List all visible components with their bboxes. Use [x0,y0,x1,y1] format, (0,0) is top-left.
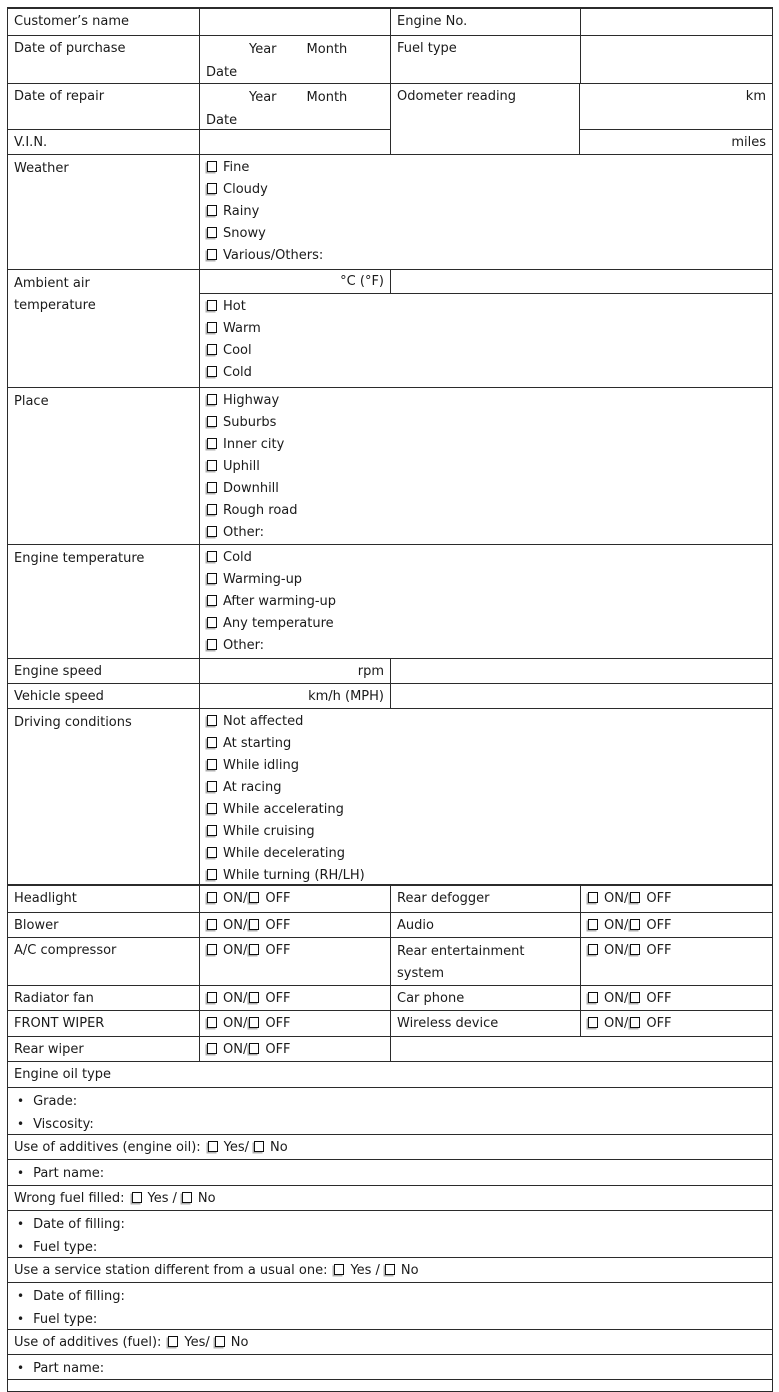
date-of-repair-label: Date of repair [8,84,200,129]
row-ambient-temperature [8,270,772,388]
row-grade-viscosity [8,1088,772,1135]
row-additives-engine-oil [8,1135,772,1160]
row-filling-info-2 [8,1283,772,1330]
miles-unit-label: miles [731,135,766,150]
blower-onoff [200,913,391,937]
checkbox-option[interactable] [200,245,772,267]
option-label: Not affected [223,714,304,729]
yes-checkbox-icon[interactable] [168,1336,178,1347]
on-checkbox-icon[interactable] [588,892,598,903]
checkbox-option[interactable] [200,547,772,569]
row-service-station [8,1258,772,1283]
row-date-of-repair [8,84,391,130]
rear-entertainment-onoff [581,938,772,985]
ambient-right-stack [200,270,772,387]
odometer-units-stack [580,84,772,154]
bullet-icon: • [17,1240,25,1254]
checkbox-option[interactable] [200,478,772,500]
option-label: While turning (RH/LH) [223,868,365,883]
checkbox-option[interactable] [200,843,772,865]
checkbox-icon[interactable] [207,438,217,449]
row-place [8,388,772,545]
row-blower-audio [8,913,772,938]
ambient-options-cell [200,294,772,387]
viscosity-line[interactable] [14,1113,766,1134]
bullet-icon: • [17,1312,25,1326]
option-label: Rough road [223,503,298,518]
checkbox-icon[interactable] [207,227,217,238]
filling-info-cell [8,1211,772,1257]
ambient-temperature-field[interactable] [200,270,391,293]
row-engine-temperature [8,545,772,659]
year-label: Year [249,42,277,57]
part-name-label: Part name: [33,1361,105,1376]
on-checkbox-icon[interactable] [207,944,217,955]
on-label: ON/ [223,918,248,933]
front-wiper-label: FRONT WIPER [8,1011,200,1036]
celsius-fahrenheit-label: °C (°F) [340,274,384,289]
ambient-temperature-label: Ambient air temperature [8,270,200,387]
vehicle-condition-form-table [7,7,773,1392]
engine-oil-type-label: Engine oil type [14,1067,112,1082]
option-label: Other: [223,638,265,653]
on-label: ON/ [223,891,248,906]
row-purchase-fueltype [8,36,772,84]
option-label: Downhill [223,481,279,496]
on-checkbox-icon[interactable] [588,1017,598,1028]
rear-defogger-label: Rear defogger [391,886,581,912]
rear-wiper-onoff [200,1037,391,1061]
checkbox-option[interactable] [200,522,772,544]
wireless-device-label: Wireless device [391,1011,581,1036]
option-label: Rainy [223,204,260,219]
off-label: OFF [646,991,672,1006]
bullet-icon: • [17,1117,25,1131]
option-label: Cold [223,365,252,380]
year-month-labels [206,86,385,109]
option-label: Inner city [223,437,285,452]
on-label: ON/ [223,1042,248,1057]
row-weather [8,155,772,270]
off-label: OFF [265,918,291,933]
off-checkbox-icon[interactable] [630,992,640,1003]
row-part-name-oil [8,1160,772,1186]
fuel-type-label: Fuel type: [33,1312,98,1327]
checkbox-option[interactable] [200,733,772,755]
rear-wiper-blank-cell [391,1037,772,1061]
checkbox-option[interactable] [200,500,772,522]
bullet-icon: • [17,1217,25,1231]
checkbox-option[interactable] [200,179,772,201]
off-checkbox-icon[interactable] [249,892,259,903]
checkbox-option[interactable] [200,340,772,362]
blower-label: Blower [8,913,200,937]
checkbox-option[interactable] [200,635,772,657]
ac-compressor-label: A/C compressor [8,938,200,985]
odometer-reading-label: Odometer reading [390,84,580,154]
partial-cell [8,1380,772,1391]
no-checkbox-icon[interactable] [254,1141,264,1152]
date-of-filling-line[interactable] [14,1213,766,1236]
bullet-icon: • [17,1289,25,1303]
bullet-icon: • [17,1361,25,1375]
vin-label: V.I.N. [8,130,200,154]
year-month-labels [206,38,384,61]
odometer-miles-cell [580,130,772,154]
checkbox-icon[interactable] [207,205,217,216]
on-label: ON/ [604,943,629,958]
on-checkbox-icon[interactable] [207,892,217,903]
row-customer-engine [8,9,772,36]
ambient-extra-field[interactable] [391,270,772,293]
checkbox-option[interactable] [200,799,772,821]
checkbox-icon[interactable] [207,825,217,836]
checkbox-icon[interactable] [207,416,217,427]
row-driving-conditions [8,709,772,886]
wrong-fuel-label: Wrong fuel filled: [14,1191,125,1206]
engine-no-label: Engine No. [391,9,581,35]
on-label: ON/ [223,943,248,958]
checkbox-option[interactable] [200,390,772,412]
on-checkbox-icon[interactable] [207,1043,217,1054]
option-label: At racing [223,780,282,795]
odometer-km-cell [580,84,772,130]
off-label: OFF [265,991,291,1006]
checkbox-icon[interactable] [207,504,217,515]
year-label: Year [249,90,277,105]
on-checkbox-icon[interactable] [588,919,598,930]
off-checkbox-icon[interactable] [630,1017,640,1028]
headlight-onoff [200,886,391,912]
vehicle-speed-label: Vehicle speed [8,684,200,708]
checkbox-option[interactable] [200,569,772,591]
month-label: Month [306,90,348,105]
place-options-list [200,388,772,544]
checkbox-icon[interactable] [207,759,217,770]
checkbox-option[interactable] [200,201,772,223]
engine-no-field[interactable] [581,9,772,35]
weather-label: Weather [8,155,200,269]
checkbox-icon[interactable] [207,249,217,260]
checkbox-icon[interactable] [207,394,217,405]
checkbox-icon[interactable] [207,737,217,748]
option-label: While decelerating [223,846,345,861]
yes-checkbox-icon[interactable] [208,1141,218,1152]
no-label: No [230,1335,249,1350]
checkbox-option[interactable] [200,296,772,318]
date-of-purchase-field[interactable] [200,36,391,83]
checkbox-option[interactable] [200,755,772,777]
row-engine-speed [8,659,772,684]
rear-defogger-onoff [581,886,772,912]
weather-options-list [200,155,772,269]
option-label: After warming-up [223,594,337,609]
checkbox-icon[interactable] [207,595,217,606]
option-label: While cruising [223,824,315,839]
on-label: ON/ [223,1016,248,1031]
row-partial-cutoff [8,1380,772,1391]
fuel-type-field[interactable] [581,36,772,83]
off-label: OFF [265,1042,291,1057]
checkbox-option[interactable] [200,434,772,456]
off-label: OFF [646,918,672,933]
yes-label: Yes [147,1191,169,1206]
checkbox-option[interactable] [200,591,772,613]
off-label: OFF [646,1016,672,1031]
checkbox-icon[interactable] [207,344,217,355]
row-vin [8,130,391,154]
checkbox-icon[interactable] [207,482,217,493]
checkbox-option[interactable] [200,821,772,843]
grade-label: Grade: [33,1094,78,1109]
on-checkbox-icon[interactable] [207,919,217,930]
yes-checkbox-icon[interactable] [132,1192,142,1203]
on-label: ON/ [604,1016,629,1031]
option-label: Snowy [223,226,266,241]
row-filling-info-1 [8,1211,772,1258]
checkbox-icon[interactable] [207,803,217,814]
row-additives-fuel [8,1330,772,1355]
radiator-fan-label: Radiator fan [8,986,200,1010]
date-label: Date [206,65,238,80]
on-checkbox-icon[interactable] [588,944,598,955]
bullet-icon: • [17,1094,25,1108]
fuel-type-label: Fuel type: [33,1240,98,1255]
no-checkbox-icon[interactable] [215,1336,225,1347]
service-station-label: Use a service station different from a usual one: [14,1263,328,1278]
rear-wiper-label: Rear wiper [8,1037,200,1061]
fuel-type-line[interactable] [14,1236,766,1257]
no-checkbox-icon[interactable] [385,1264,395,1275]
on-label: ON/ [604,891,629,906]
part-name-label: Part name: [33,1166,105,1181]
engine-temperature-label: Engine temperature [8,545,200,658]
additives-fuel-line [8,1330,772,1354]
checkbox-icon[interactable] [207,300,217,311]
off-checkbox-icon[interactable] [249,919,259,930]
service-station-line [8,1258,772,1282]
headlight-label: Headlight [8,886,200,912]
option-label: Any temperature [223,616,334,631]
yes-label: Yes/ [223,1140,250,1155]
vin-field[interactable] [200,130,391,154]
ac-compressor-onoff [200,938,391,985]
checkbox-icon[interactable] [207,639,217,650]
car-phone-label: Car phone [391,986,581,1010]
off-label: OFF [646,943,672,958]
additives-engine-oil-label: Use of additives (engine oil): [14,1140,201,1155]
odometer-km-field[interactable] [580,84,772,129]
row-ac-entertainment [8,938,772,986]
option-label: Other: [223,525,265,540]
slash-separator: / [375,1263,380,1278]
vehicle-speed-field[interactable] [200,684,391,708]
ambient-unit-row [200,270,772,294]
date-label: Date [206,113,238,128]
checkbox-icon[interactable] [207,847,217,858]
checkbox-icon[interactable] [207,526,217,537]
engine-speed-extra-field[interactable] [391,659,772,683]
no-label: No [270,1140,288,1155]
on-label: ON/ [223,991,248,1006]
option-label: Cold [223,550,252,565]
checkbox-option[interactable] [200,362,772,384]
off-checkbox-icon[interactable] [630,944,640,955]
no-checkbox-icon[interactable] [182,1192,192,1203]
km-unit-label: km [745,89,766,104]
customer-name-field[interactable] [200,9,391,35]
on-checkbox-icon[interactable] [207,1017,217,1028]
checkbox-icon[interactable] [207,366,217,377]
checkbox-icon[interactable] [207,161,217,172]
part-name-oil-line[interactable] [8,1160,772,1185]
checkbox-option[interactable] [200,157,772,179]
date-of-repair-field[interactable] [200,84,391,129]
customer-name-label: Customer’s name [8,9,200,35]
date-of-filling-label: Date of filling: [33,1289,125,1304]
row-engine-oil-type [8,1062,772,1088]
checkbox-icon[interactable] [207,781,217,792]
option-label: Various/Others: [223,248,324,263]
checkbox-icon[interactable] [207,869,217,880]
audio-onoff [581,913,772,937]
option-label: Cloudy [223,182,268,197]
yes-label: Yes/ [184,1335,210,1350]
rpm-unit-label: rpm [357,664,384,679]
checkbox-option[interactable] [200,456,772,478]
additives-fuel-label: Use of additives (fuel): [14,1335,162,1350]
driving-conditions-label: Driving conditions [8,709,200,884]
fuel-type-label: Fuel type [391,36,581,83]
audio-label: Audio [391,913,581,937]
date-of-filling-label: Date of filling: [33,1217,125,1232]
viscosity-label: Viscosity: [33,1117,94,1132]
checkbox-icon[interactable] [207,617,217,628]
on-checkbox-icon[interactable] [588,992,598,1003]
part-name-fuel-line[interactable] [8,1355,772,1379]
row-wrong-fuel [8,1186,772,1211]
checkbox-option[interactable] [200,318,772,340]
wireless-device-onoff [581,1011,772,1036]
off-checkbox-icon[interactable] [249,992,259,1003]
option-label: At starting [223,736,292,751]
no-label: No [197,1191,216,1206]
grade-viscosity-cell [8,1088,772,1134]
additives-engine-oil-line [8,1135,772,1159]
row-rear-wiper [8,1037,772,1062]
checkbox-icon[interactable] [207,322,217,333]
yes-checkbox-icon[interactable] [334,1264,344,1275]
checkbox-icon[interactable] [207,551,217,562]
on-checkbox-icon[interactable] [207,992,217,1003]
off-checkbox-icon[interactable] [630,919,640,930]
engine-speed-label: Engine speed [8,659,200,683]
car-phone-onoff [581,986,772,1010]
odometer-miles-field[interactable] [580,130,772,154]
checkbox-option[interactable] [200,223,772,245]
ambient-options-list [200,294,772,387]
checkbox-option[interactable] [200,777,772,799]
option-label: Hot [223,299,246,314]
row-part-name-fuel [8,1355,772,1380]
fuel-type-line[interactable] [14,1308,766,1329]
engine-speed-field[interactable] [200,659,391,683]
driving-options-list [200,709,772,884]
option-label: Warm [223,321,261,336]
off-label: OFF [265,1016,291,1031]
bullet-icon: • [17,1166,25,1180]
off-checkbox-icon[interactable] [249,1017,259,1028]
radiator-fan-onoff [200,986,391,1010]
repair-vin-stack [8,84,391,154]
row-vehicle-speed [8,684,772,709]
vehicle-speed-extra-field[interactable] [391,684,772,708]
off-checkbox-icon[interactable] [249,1043,259,1054]
off-checkbox-icon[interactable] [249,944,259,955]
checkbox-option[interactable] [200,865,772,884]
grade-line[interactable] [14,1090,766,1113]
month-label: Month [306,42,348,57]
on-label: ON/ [604,991,629,1006]
row-radiator-carphone [8,986,772,1011]
off-label: OFF [265,891,291,906]
no-label: No [400,1263,419,1278]
row-frontwiper-wireless [8,1011,772,1037]
engine-temperature-options-list [200,545,772,658]
off-checkbox-icon[interactable] [630,892,640,903]
option-label: Uphill [223,459,260,474]
checkbox-icon[interactable] [207,715,217,726]
rear-entertainment-label: Rear entertainment system [391,938,581,985]
place-label: Place [8,388,200,544]
option-label: Cool [223,343,252,358]
kmh-unit-label: km/h (MPH) [308,689,384,704]
checkbox-option[interactable] [200,613,772,635]
checkbox-option[interactable] [200,412,772,434]
front-wiper-onoff [200,1011,391,1036]
checkbox-icon[interactable] [207,183,217,194]
option-label: While idling [223,758,300,773]
date-of-purchase-label: Date of purchase [8,36,200,83]
date-of-filling-line[interactable] [14,1285,766,1308]
option-label: Highway [223,393,280,408]
option-label: Warming-up [223,572,303,587]
checkbox-icon[interactable] [207,460,217,471]
yes-label: Yes [350,1263,372,1278]
row-repair-vin-odometer [8,84,772,155]
option-label: Suburbs [223,415,277,430]
row-headlight-defogger [8,886,772,913]
checkbox-option[interactable] [200,711,772,733]
checkbox-icon[interactable] [207,573,217,584]
wrong-fuel-line [8,1186,772,1210]
option-label: Fine [223,160,250,175]
filling-info-cell [8,1283,772,1329]
option-label: While accelerating [223,802,344,817]
off-label: OFF [265,943,291,958]
slash-separator: / [172,1191,177,1206]
off-label: OFF [646,891,672,906]
on-label: ON/ [604,918,629,933]
